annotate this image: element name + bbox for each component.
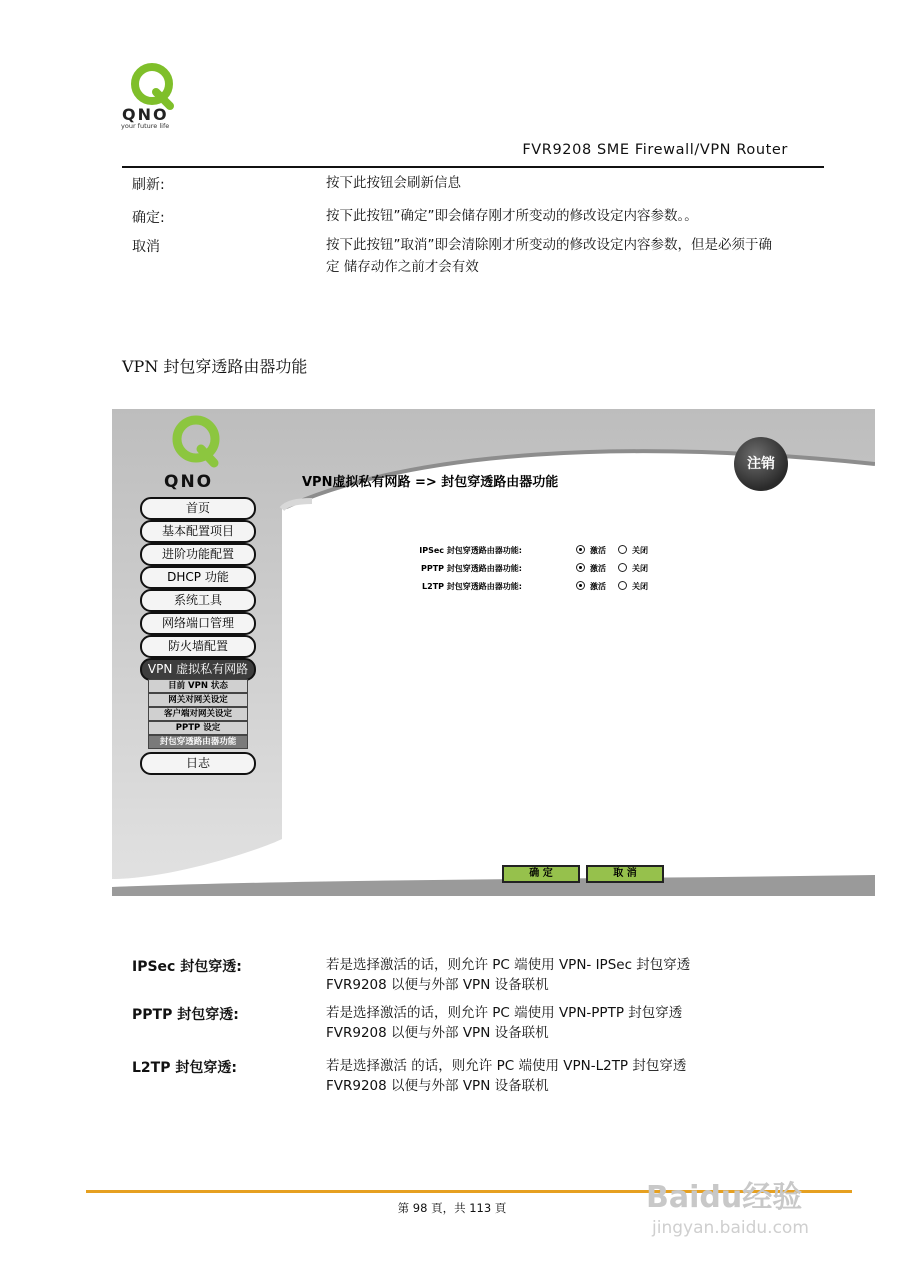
cancel-term: 取消 bbox=[132, 239, 160, 255]
l2tp-option-label: L2TP 封包穿透路由器功能: bbox=[422, 582, 522, 591]
l2tp-disable-text: 关闭 bbox=[632, 582, 648, 591]
nav-log[interactable]: 日志 bbox=[140, 752, 256, 775]
qno-logo bbox=[118, 62, 192, 132]
confirm-term: 确定: bbox=[132, 210, 165, 226]
ok-button[interactable]: 确 定 bbox=[502, 865, 580, 883]
refresh-desc: 按下此按钮会刷新信息 bbox=[326, 175, 461, 191]
ipsec-enable-radio[interactable] bbox=[576, 545, 585, 554]
cancel-button[interactable]: 取 消 bbox=[586, 865, 664, 883]
cancel-desc: 按下此按钮”取消”即会清除刚才所变动的修改设定内容参数，但是必须于确定 储存动作之前才会有效 bbox=[326, 237, 772, 275]
page-number: 第 98 頁，共 113 頁 bbox=[397, 1201, 507, 1215]
pptp-term: PPTP 封包穿透: bbox=[132, 1007, 239, 1023]
nav-vpn[interactable]: VPN 虚拟私有网路 bbox=[140, 658, 256, 681]
logout-button[interactable]: 注销 bbox=[734, 437, 788, 491]
confirm-desc: 按下此按钮”确定”即会储存刚才所变动的修改设定内容参数。。 bbox=[326, 208, 698, 224]
subnav-passthrough[interactable]: 封包穿透路由器功能 bbox=[148, 735, 248, 749]
nav-dhcp[interactable]: DHCP 功能 bbox=[140, 566, 256, 589]
l2tp-enable-text: 激活 bbox=[590, 582, 606, 591]
pptp-option-label: PPTP 封包穿透路由器功能: bbox=[420, 564, 522, 573]
subnav-client-to-gw[interactable]: 客户端对网关设定 bbox=[148, 707, 248, 721]
screenshot-page-title: VPN虚拟私有网路 => 封包穿透路由器功能 bbox=[302, 475, 559, 490]
l2tp-disable-radio[interactable] bbox=[618, 581, 627, 590]
ipsec-disable-radio[interactable] bbox=[618, 545, 627, 554]
l2tp-enable-radio[interactable] bbox=[576, 581, 585, 590]
ipsec-desc-line2: FVR9208 以便与外部 VPN 设备联机 bbox=[326, 977, 549, 993]
router-screenshot bbox=[112, 409, 875, 896]
nav-system[interactable]: 系统工具 bbox=[140, 589, 256, 612]
nav-advanced[interactable]: 进阶功能配置 bbox=[140, 543, 256, 566]
header-rule bbox=[122, 166, 824, 168]
svg-text:QNO: QNO bbox=[164, 472, 214, 491]
logo-tagline: your future life bbox=[121, 122, 170, 130]
ipsec-desc-line1: 若是选择激活的话，则允许 PC 端使用 VPN- IPSec 封包穿透 bbox=[326, 957, 691, 973]
refresh-term: 刷新: bbox=[132, 177, 165, 193]
ipsec-term: IPSec 封包穿透: bbox=[132, 959, 242, 975]
l2tp-desc-line2: FVR9208 以便与外部 VPN 设备联机 bbox=[326, 1078, 549, 1094]
document-title: FVR9208 SME Firewall/VPN Router bbox=[522, 142, 788, 158]
pptp-disable-radio[interactable] bbox=[618, 563, 627, 572]
subnav-vpn-status[interactable]: 目前 VPN 状态 bbox=[148, 679, 248, 693]
nav-firewall[interactable]: 防火墙配置 bbox=[140, 635, 256, 658]
section-heading: VPN 封包穿透路由器功能 bbox=[122, 357, 308, 376]
ipsec-option-label: IPSec 封包穿透路由器功能: bbox=[419, 546, 522, 555]
svg-text:QNO: QNO bbox=[122, 105, 169, 124]
nav-ports[interactable]: 网络端口管理 bbox=[140, 612, 256, 635]
pptp-enable-radio[interactable] bbox=[576, 563, 585, 572]
baidu-watermark-url: jingyan.baidu.com bbox=[652, 1218, 809, 1238]
pptp-disable-text: 关闭 bbox=[632, 564, 648, 573]
pptp-desc-line1: 若是选择激活的话，则允许 PC 端使用 VPN-PPTP 封包穿透 bbox=[326, 1005, 683, 1021]
ipsec-disable-text: 关闭 bbox=[632, 546, 648, 555]
l2tp-desc-line1: 若是选择激活 的话，则允许 PC 端使用 VPN-L2TP 封包穿透 bbox=[326, 1058, 687, 1074]
nav-basic[interactable]: 基本配置项目 bbox=[140, 520, 256, 543]
subnav-gw-to-gw[interactable]: 网关对网关设定 bbox=[148, 693, 248, 707]
pptp-desc-line2: FVR9208 以便与外部 VPN 设备联机 bbox=[326, 1025, 549, 1041]
subnav-pptp[interactable]: PPTP 设定 bbox=[148, 721, 248, 735]
ipsec-enable-text: 激活 bbox=[590, 546, 606, 555]
l2tp-term: L2TP 封包穿透: bbox=[132, 1060, 237, 1076]
baidu-watermark: Baidu经验 bbox=[646, 1180, 803, 1215]
nav-home[interactable]: 首页 bbox=[140, 497, 256, 520]
pptp-enable-text: 激活 bbox=[590, 564, 606, 573]
screenshot-qno-logo bbox=[164, 413, 230, 491]
